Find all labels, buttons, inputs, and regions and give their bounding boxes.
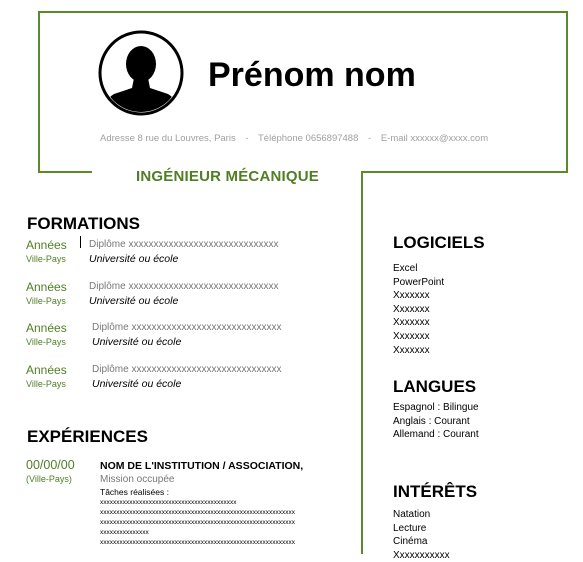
formation-place: Ville-Pays xyxy=(26,337,66,347)
experience-task-line: xxxxxxxxxxxxxxxxxxxxxxxxxxxxxxxxxxxxxxxxxx xyxy=(100,499,237,506)
experience-place: (Ville-Pays) xyxy=(26,474,72,484)
formation-diploma: Diplôme xxxxxxxxxxxxxxxxxxxxxxxxxxxxxx xyxy=(89,239,279,250)
candidate-name: Prénom nom xyxy=(208,56,416,94)
contact-email: E-mail xxxxxx@xxxx.com xyxy=(380,133,489,144)
header-frame-bottom-left xyxy=(38,171,92,173)
contact-separator: - xyxy=(245,133,249,144)
interet-item: Lecture xyxy=(393,522,427,534)
langue-item: Anglais : Courant xyxy=(393,415,470,427)
logiciel-item: Xxxxxxx xyxy=(393,344,430,356)
experience-institution: NOM DE L'INSTITUTION / ASSOCIATION, xyxy=(100,460,304,472)
right-column-divider xyxy=(361,171,363,554)
formation-year: Années xyxy=(26,363,67,377)
contact-address: Adresse 8 rue du Louvres, Paris xyxy=(100,133,236,144)
logiciel-item: Xxxxxxx xyxy=(393,303,430,315)
formation-year: Années xyxy=(26,280,67,294)
formation-year: Années xyxy=(26,238,67,252)
section-title-logiciels: LOGICIELS xyxy=(393,233,485,252)
logiciels-list xyxy=(393,262,444,357)
logiciel-item: Xxxxxxx xyxy=(393,330,430,342)
avatar[interactable] xyxy=(98,30,184,116)
logiciel-item: Xxxxxxx xyxy=(393,290,430,302)
experience-task-line: xxxxxxxxxxxxxxxxxxxxxxxxxxxxxxxxxxxxxxxxxxxxxxxxxxxxxxxxxxxx xyxy=(100,519,295,526)
langue-item: Espagnol : Bilingue xyxy=(393,402,479,413)
formation-place: Ville-Pays xyxy=(26,254,66,264)
contact-phone: Téléphone 0656897488 xyxy=(258,133,359,144)
experience-task-lines xyxy=(100,498,295,548)
interet-item: Cinéma xyxy=(393,536,428,548)
logiciel-item: PowerPoint xyxy=(393,276,445,288)
experience-mission: Mission occupée xyxy=(100,474,175,485)
formation-diploma: Diplôme xxxxxxxxxxxxxxxxxxxxxxxxxxxxxx xyxy=(92,322,282,333)
logiciel-item: Excel xyxy=(393,263,418,274)
formation-diploma: Diplôme xxxxxxxxxxxxxxxxxxxxxxxxxxxxxx xyxy=(92,364,282,375)
logiciel-item: Xxxxxxx xyxy=(393,317,430,329)
person-silhouette-icon xyxy=(98,30,184,116)
section-title-interets: INTÉRÊTS xyxy=(393,482,478,501)
text-cursor xyxy=(80,236,81,248)
experience-task-line: xxxxxxxxxxxxxxxxxxxxxxxxxxxxxxxxxxxxxxxxxxxxxxxxxxxxxxxxxxxx xyxy=(100,509,295,516)
formation-place: Ville-Pays xyxy=(26,296,66,306)
formation-diploma: Diplôme xxxxxxxxxxxxxxxxxxxxxxxxxxxxxx xyxy=(89,281,279,292)
langues-list xyxy=(393,401,479,442)
contact-separator: - xyxy=(368,133,372,144)
formation-school: Université ou école xyxy=(89,253,179,265)
experience-task-line: xxxxxxxxxxxxxxx xyxy=(100,529,149,536)
section-title-formations: FORMATIONS xyxy=(27,214,141,233)
formation-year: Années xyxy=(26,321,67,335)
header-frame-bottom-right xyxy=(361,171,566,173)
formation-school: Université ou école xyxy=(89,295,179,307)
formation-school: Université ou école xyxy=(92,336,182,348)
experience-tasks-label: Tâches réalisées : xyxy=(100,487,169,497)
section-title-langues: LANGUES xyxy=(393,377,477,396)
interet-item: Natation xyxy=(393,509,431,520)
formation-school: Université ou école xyxy=(92,378,182,390)
job-title: INGÉNIEUR MÉCANIQUE xyxy=(136,168,319,185)
contact-line xyxy=(100,133,488,144)
experience-task-line: xxxxxxxxxxxxxxxxxxxxxxxxxxxxxxxxxxxxxxxxxxxxxxxxxxxxxxxxxxxx xyxy=(100,539,295,546)
experience-date: 00/00/00 xyxy=(26,458,75,472)
formation-place: Ville-Pays xyxy=(26,379,66,389)
langue-item: Allemand : Courant xyxy=(393,429,479,441)
interet-item: Xxxxxxxxxxx xyxy=(393,549,450,561)
section-title-experiences: EXPÉRIENCES xyxy=(27,427,148,446)
